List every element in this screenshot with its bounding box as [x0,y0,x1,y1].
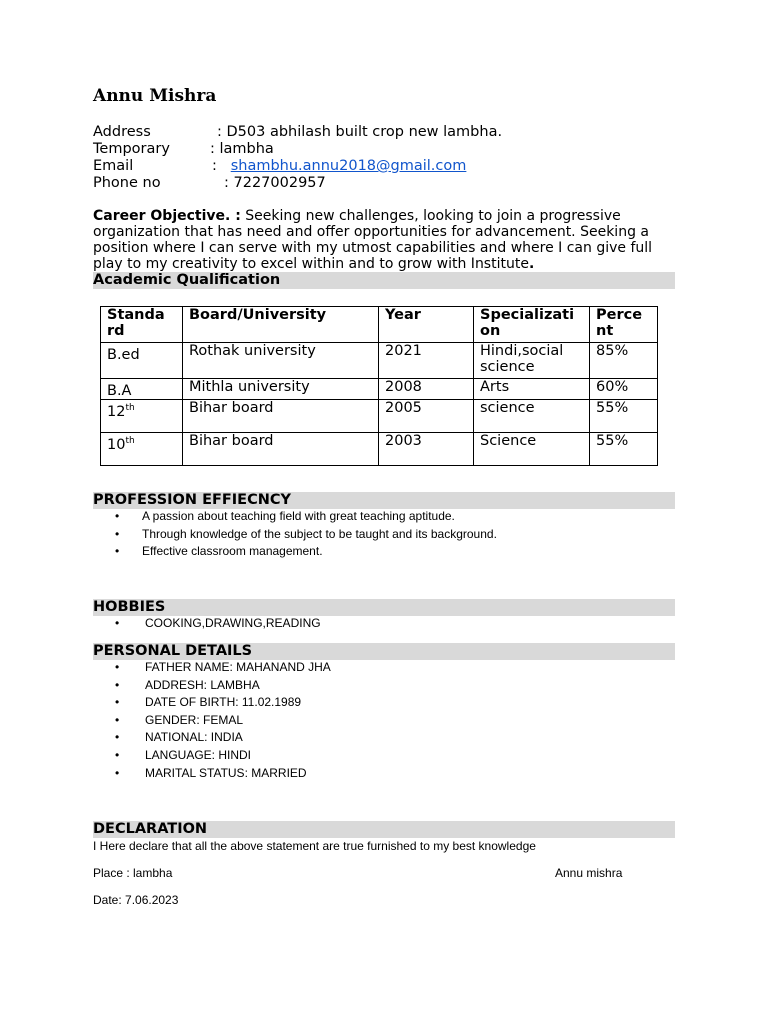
list-item [110,659,331,677]
personal-heading [93,643,675,660]
cell-year: 2021 [379,343,474,379]
list-item [110,526,497,544]
objective-end: . [528,256,535,272]
personal-heading-text: PERSONAL DETAILS [93,643,253,659]
phone-label: Phone no [93,175,161,191]
cell-year: 2005 [379,399,474,432]
cell-board: Mithla university [183,379,379,400]
cell-specialization: Science [474,432,590,465]
standard-value: 12 [107,403,126,420]
cell-year: 2008 [379,379,474,400]
list-item [110,677,331,695]
bullet-icon: • [115,695,120,710]
temporary-line [93,141,274,158]
list-item [110,615,321,633]
candidate-name: Annu Mishra [93,86,217,106]
bullet-icon: • [115,660,120,674]
table-row [101,399,658,432]
declaration-heading [93,821,675,838]
list-item [110,508,497,526]
cell-percent: 85% [590,343,658,379]
hobbies-heading [93,599,675,616]
objective-label: Career Objective. : [93,208,241,224]
email-link[interactable]: shambhu.annu2018@gmail.com [230,158,467,174]
date-text: Date: 7.06.2023 [93,893,179,907]
list-item-text: Effective classroom management. [142,544,323,559]
bullet-icon: • [115,616,120,630]
address-line [93,124,502,141]
address-label: Address [93,124,151,140]
bullet-icon: • [115,747,120,762]
hobbies-list [110,615,321,633]
bullet-icon: • [115,526,120,541]
cell-year: 2003 [379,432,474,465]
cell-percent: 55% [590,399,658,432]
profession-heading [93,492,675,509]
academic-heading-text: Academic Qualification [93,272,281,288]
declaration-text: I Here declare that all the above statement are true furnished to my best knowledge [93,839,536,853]
cell-standard [101,343,183,379]
cell-standard [101,399,183,432]
cell-percent: 60% [590,379,658,400]
email-colon: : [212,158,217,174]
list-item-text: ADDRESH: LAMBHA [145,677,260,692]
cell-board: Rothak university [183,343,379,379]
cell-specialization: science [474,399,590,432]
list-item-text: FATHER NAME: MAHANAND JHA [145,660,331,674]
list-item [110,694,331,712]
list-item-text: GENDER: FEMAL [145,712,244,727]
cell-board: Bihar board [183,432,379,465]
standard-value: B.A [107,382,132,399]
table-header-row [101,307,658,343]
list-item-text: A passion about teaching field with great teaching aptitude. [142,509,455,523]
career-objective [93,208,673,272]
bullet-icon: • [115,677,120,692]
phone-line [93,175,326,192]
header-percent: Perce nt [590,307,658,343]
header-standard: Standa rd [101,307,183,343]
list-item [110,765,331,783]
cell-standard [101,432,183,465]
bullet-icon: • [115,712,120,727]
email-label: Email [93,158,134,174]
temporary-label: Temporary [93,141,170,157]
header-year: Year [379,307,474,343]
standard-sup: th [125,402,135,413]
temporary-value: : lambha [210,141,274,157]
bullet-icon: • [115,765,120,780]
standard-value: 10 [107,436,126,453]
bullet-icon: • [115,509,120,523]
list-item-text: Through knowledge of the subject to be taught and its background. [142,526,497,541]
profession-list [110,508,497,561]
cell-specialization: Arts [474,379,590,400]
personal-list [110,659,331,782]
hobbies-heading-text: HOBBIES [93,599,166,615]
declaration-heading-text: DECLARATION [93,821,208,837]
table-row [101,379,658,400]
list-item [110,543,497,561]
list-item [110,747,331,765]
standard-value: B.ed [107,346,140,363]
list-item [110,729,331,747]
bullet-icon: • [115,730,120,745]
academic-heading [93,272,675,289]
phone-value: : 7227002957 [224,175,326,191]
list-item-text: NATIONAL: INDIA [145,730,243,745]
email-line [93,158,466,175]
objective-text: Seeking new challenges, looking to join a progressive organization that has need and offer opportunities for advancement. Seeking a position where I can serve with my utmost capabilities and where I can give full play to my creativity to excel within and to grow with Institute [93,208,653,272]
bullet-icon: • [115,544,120,559]
list-item [110,712,331,730]
list-item-text: LANGUAGE: HINDI [145,747,252,762]
cell-specialization: Hindi,social science [474,343,590,379]
signature-text: Annu mishra [555,866,623,880]
profession-heading-text: PROFESSION EFFIECNCY [93,492,292,508]
header-specialization: Specializati on [474,307,590,343]
cell-percent: 55% [590,432,658,465]
table-row [101,343,658,379]
place-text: Place : lambha [93,866,173,880]
list-item-text: DATE OF BIRTH: 11.02.1989 [145,695,302,710]
table-row [101,432,658,465]
list-item-text: MARITAL STATUS: MARRIED [145,765,307,780]
academic-table [100,306,658,466]
cell-standard [101,379,183,400]
list-item-text: COOKING,DRAWING,READING [145,616,321,630]
header-board: Board/University [183,307,379,343]
standard-sup: th [125,435,135,446]
cell-board: Bihar board [183,399,379,432]
address-value: : D503 abhilash built crop new lambha. [217,124,503,140]
